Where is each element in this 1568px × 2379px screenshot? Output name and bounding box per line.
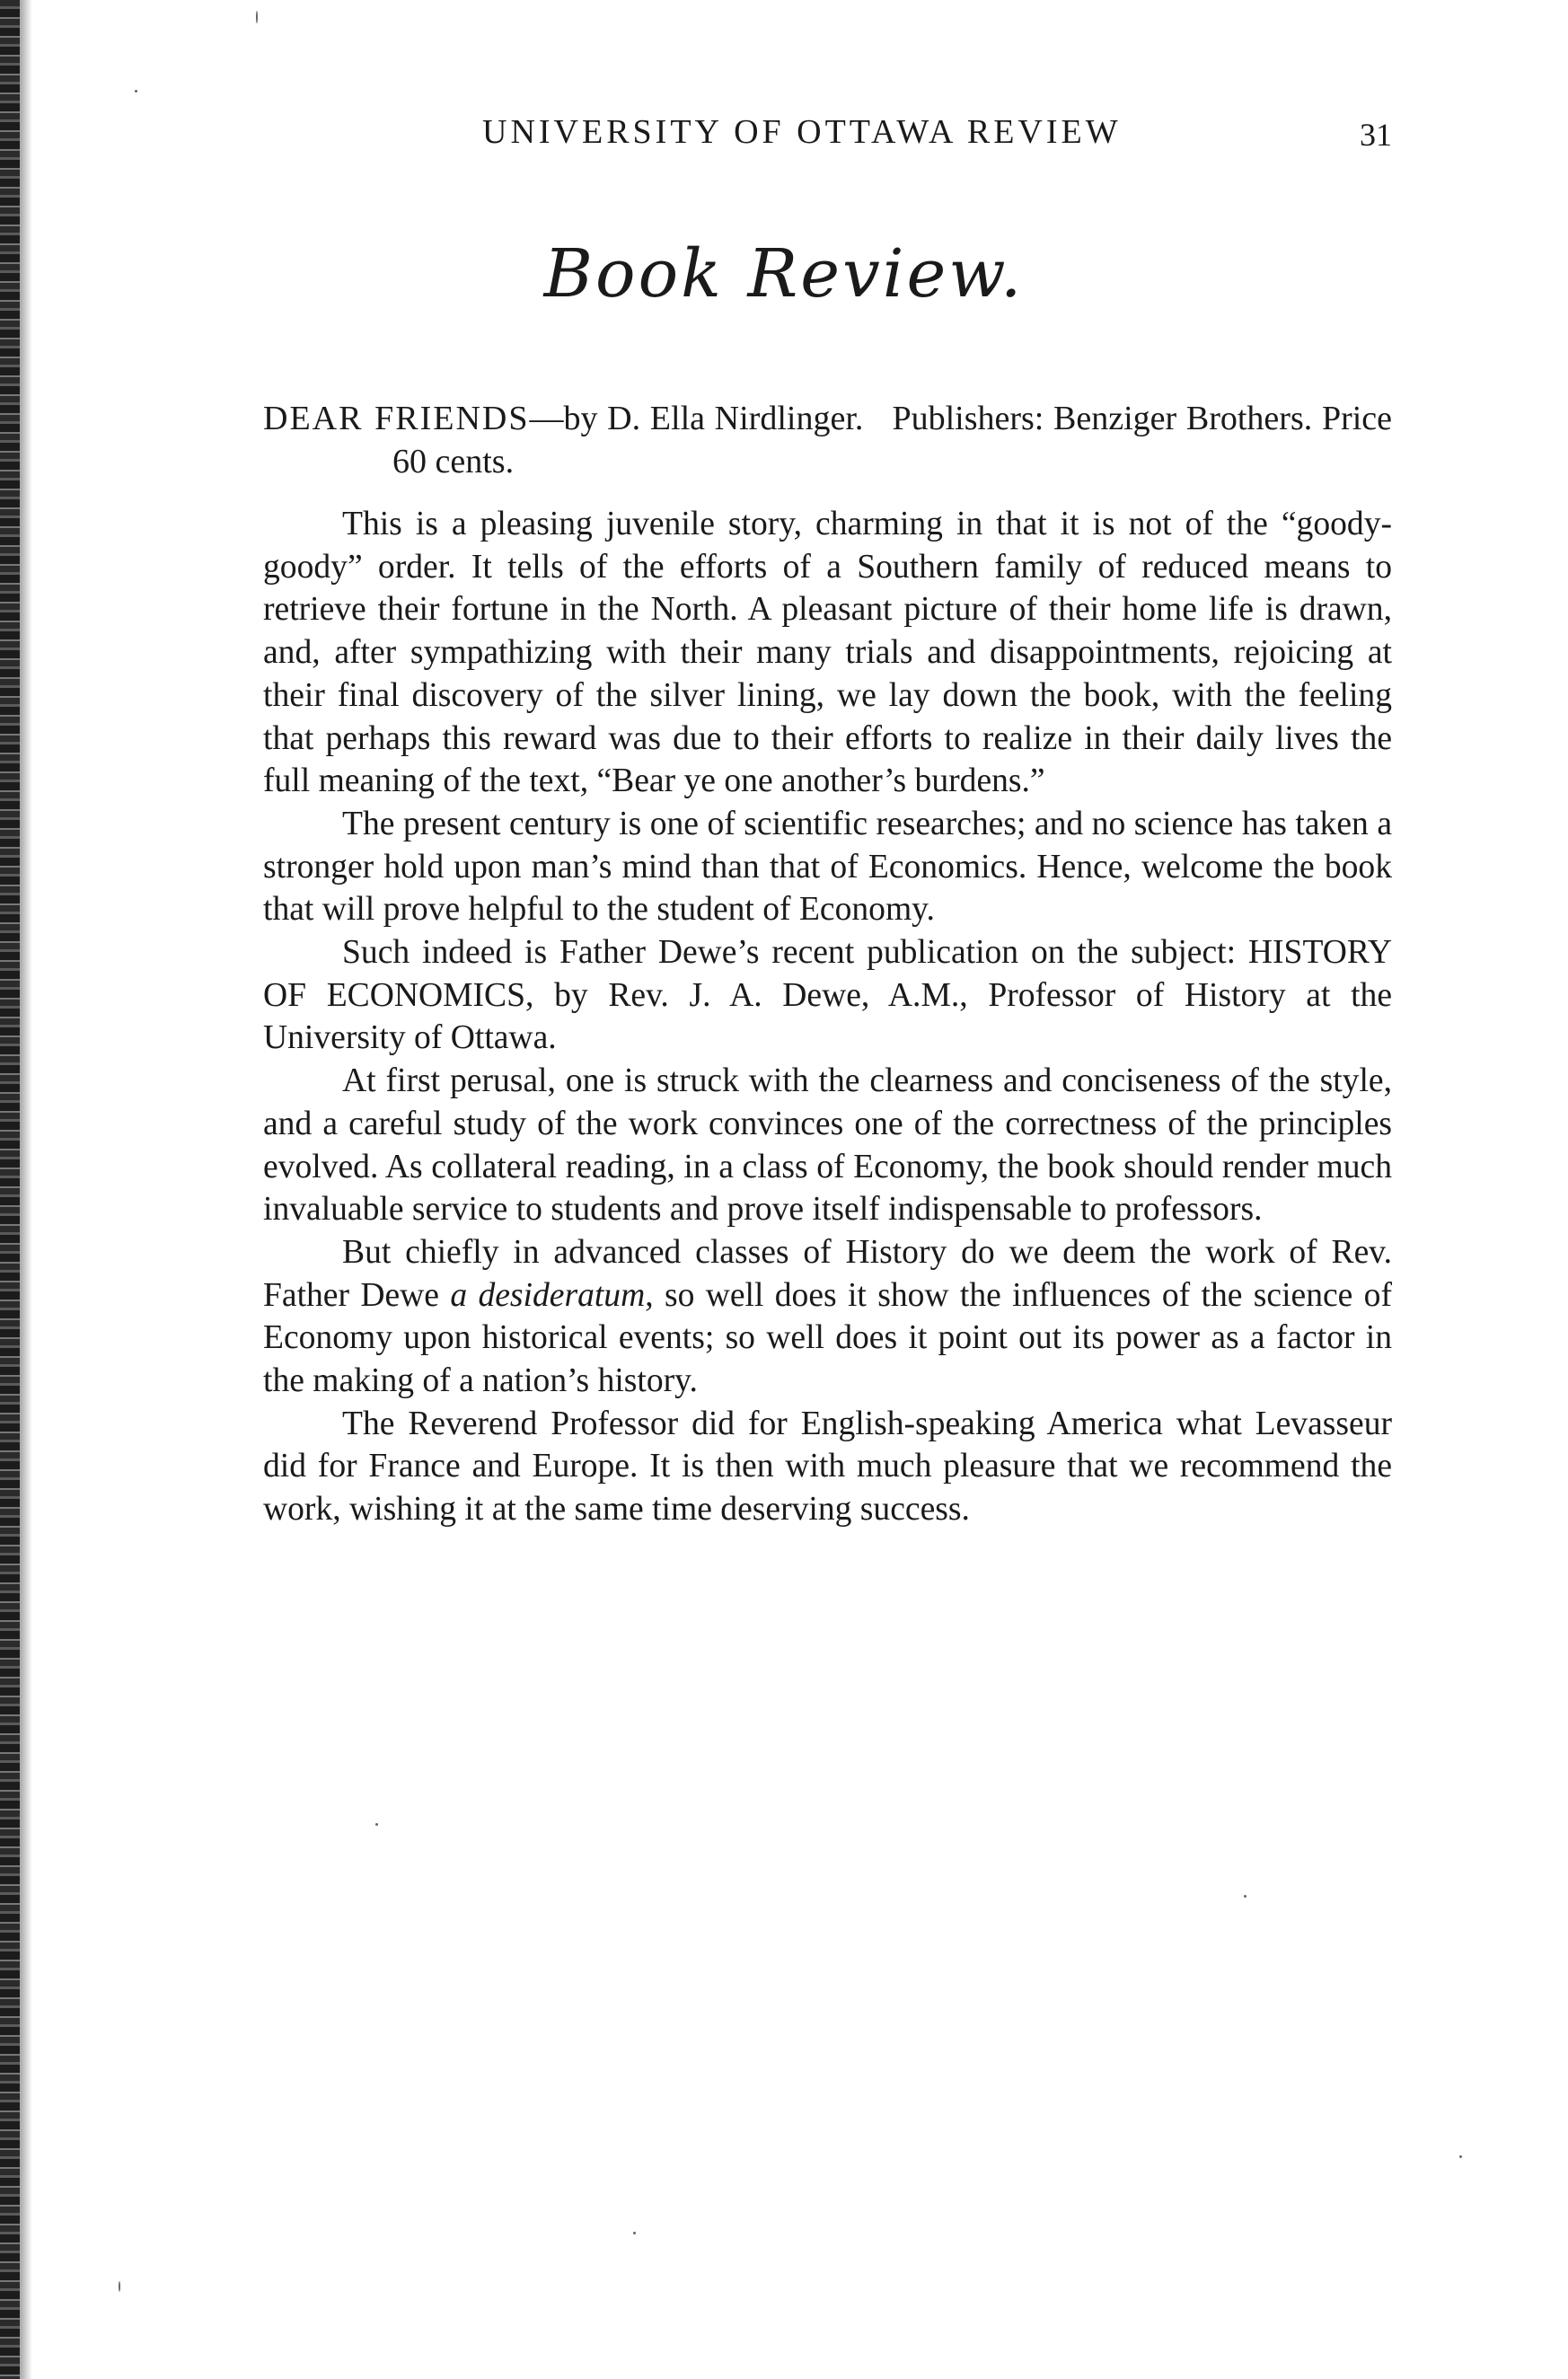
scan-speck	[633, 2232, 636, 2234]
scan-binding-edge	[0, 0, 20, 2379]
scan-speck	[135, 90, 137, 93]
review-paragraph: Such indeed is Father Dewe’s recent publication on the subject: HISTORY OF ECONOMICS, by Rev. J. A. Dewe, A.M., Professor of History at the University of Ottawa.	[263, 934, 1392, 1057]
paragraph-text: But chiefly in advanced classes of History do we deem the work of Rev. Father Dewe	[263, 1233, 1392, 1314]
paragraph-text: , so well does it show the influences of the science of Economy upon historical events; so well does it point out its power as a factor in the making of a nation’s history.	[263, 1276, 1392, 1400]
book-byline: —by D. Ella Nirdlinger.	[529, 400, 864, 437]
review-paragraph: This is a pleasing juvenile story, charming in that it is not of the “goody-goody” order. It tells of the efforts of a Southern family of reduced means to retrieve their fortune in the North. A pleasant picture of their home life is drawn, and, after sympathizing with their many trials and disappointments, rejoicing at their final discovery of the silver lining, we lay down the book, with the feeling that perhaps this reward was due to their efforts to realize in their daily lives the full meaning of the text, “Bear ye one another’s burdens.”	[263, 506, 1392, 800]
review-paragraph: The Reverend Professor did for English-speaking America what Levasseur did for France and Europe. It is then with much pleasure that we recommend the work, wishing it at the same time deserving success.	[263, 1405, 1392, 1529]
page-number: 31	[1360, 117, 1392, 153]
scan-binding-shadow	[20, 0, 32, 2379]
review-paragraph: The present century is one of scientific researches; and no science has taken a stronger hold upon man’s mind than that of Economics. Hence, welcome the book that will prove helpful to the student of Economy.	[263, 805, 1392, 929]
book-publishers: Publishers: Benziger Brothers.	[892, 400, 1313, 437]
running-head	[260, 112, 1392, 166]
review-paragraph: At first perusal, one is struck with the clearness and conciseness of the style, and a careful study of the work convinces one of the correctness of the principles evolved. As collateral reading, in a class of Economy, the book should render much invaluable service to students and prove itself indispensable to professors.	[263, 1062, 1392, 1229]
scan-speck	[1459, 2155, 1462, 2158]
italic-phrase: a desideratum	[450, 1276, 646, 1314]
review-paragraph	[263, 1231, 1392, 1403]
scan-speck	[256, 11, 258, 23]
book-entry-heading	[263, 397, 1392, 483]
book-review-body	[263, 397, 1392, 1531]
section-title: Book Review.	[543, 235, 1025, 313]
scan-speck	[119, 2281, 120, 2292]
book-price: Price 60 cents.	[392, 400, 1393, 480]
scan-speck	[1244, 1895, 1246, 1898]
scan-speck	[375, 1823, 378, 1826]
book-title: DEAR FRIENDS	[263, 400, 530, 437]
journal-title: UNIVERSITY OF OTTAWA REVIEW	[482, 113, 1122, 151]
